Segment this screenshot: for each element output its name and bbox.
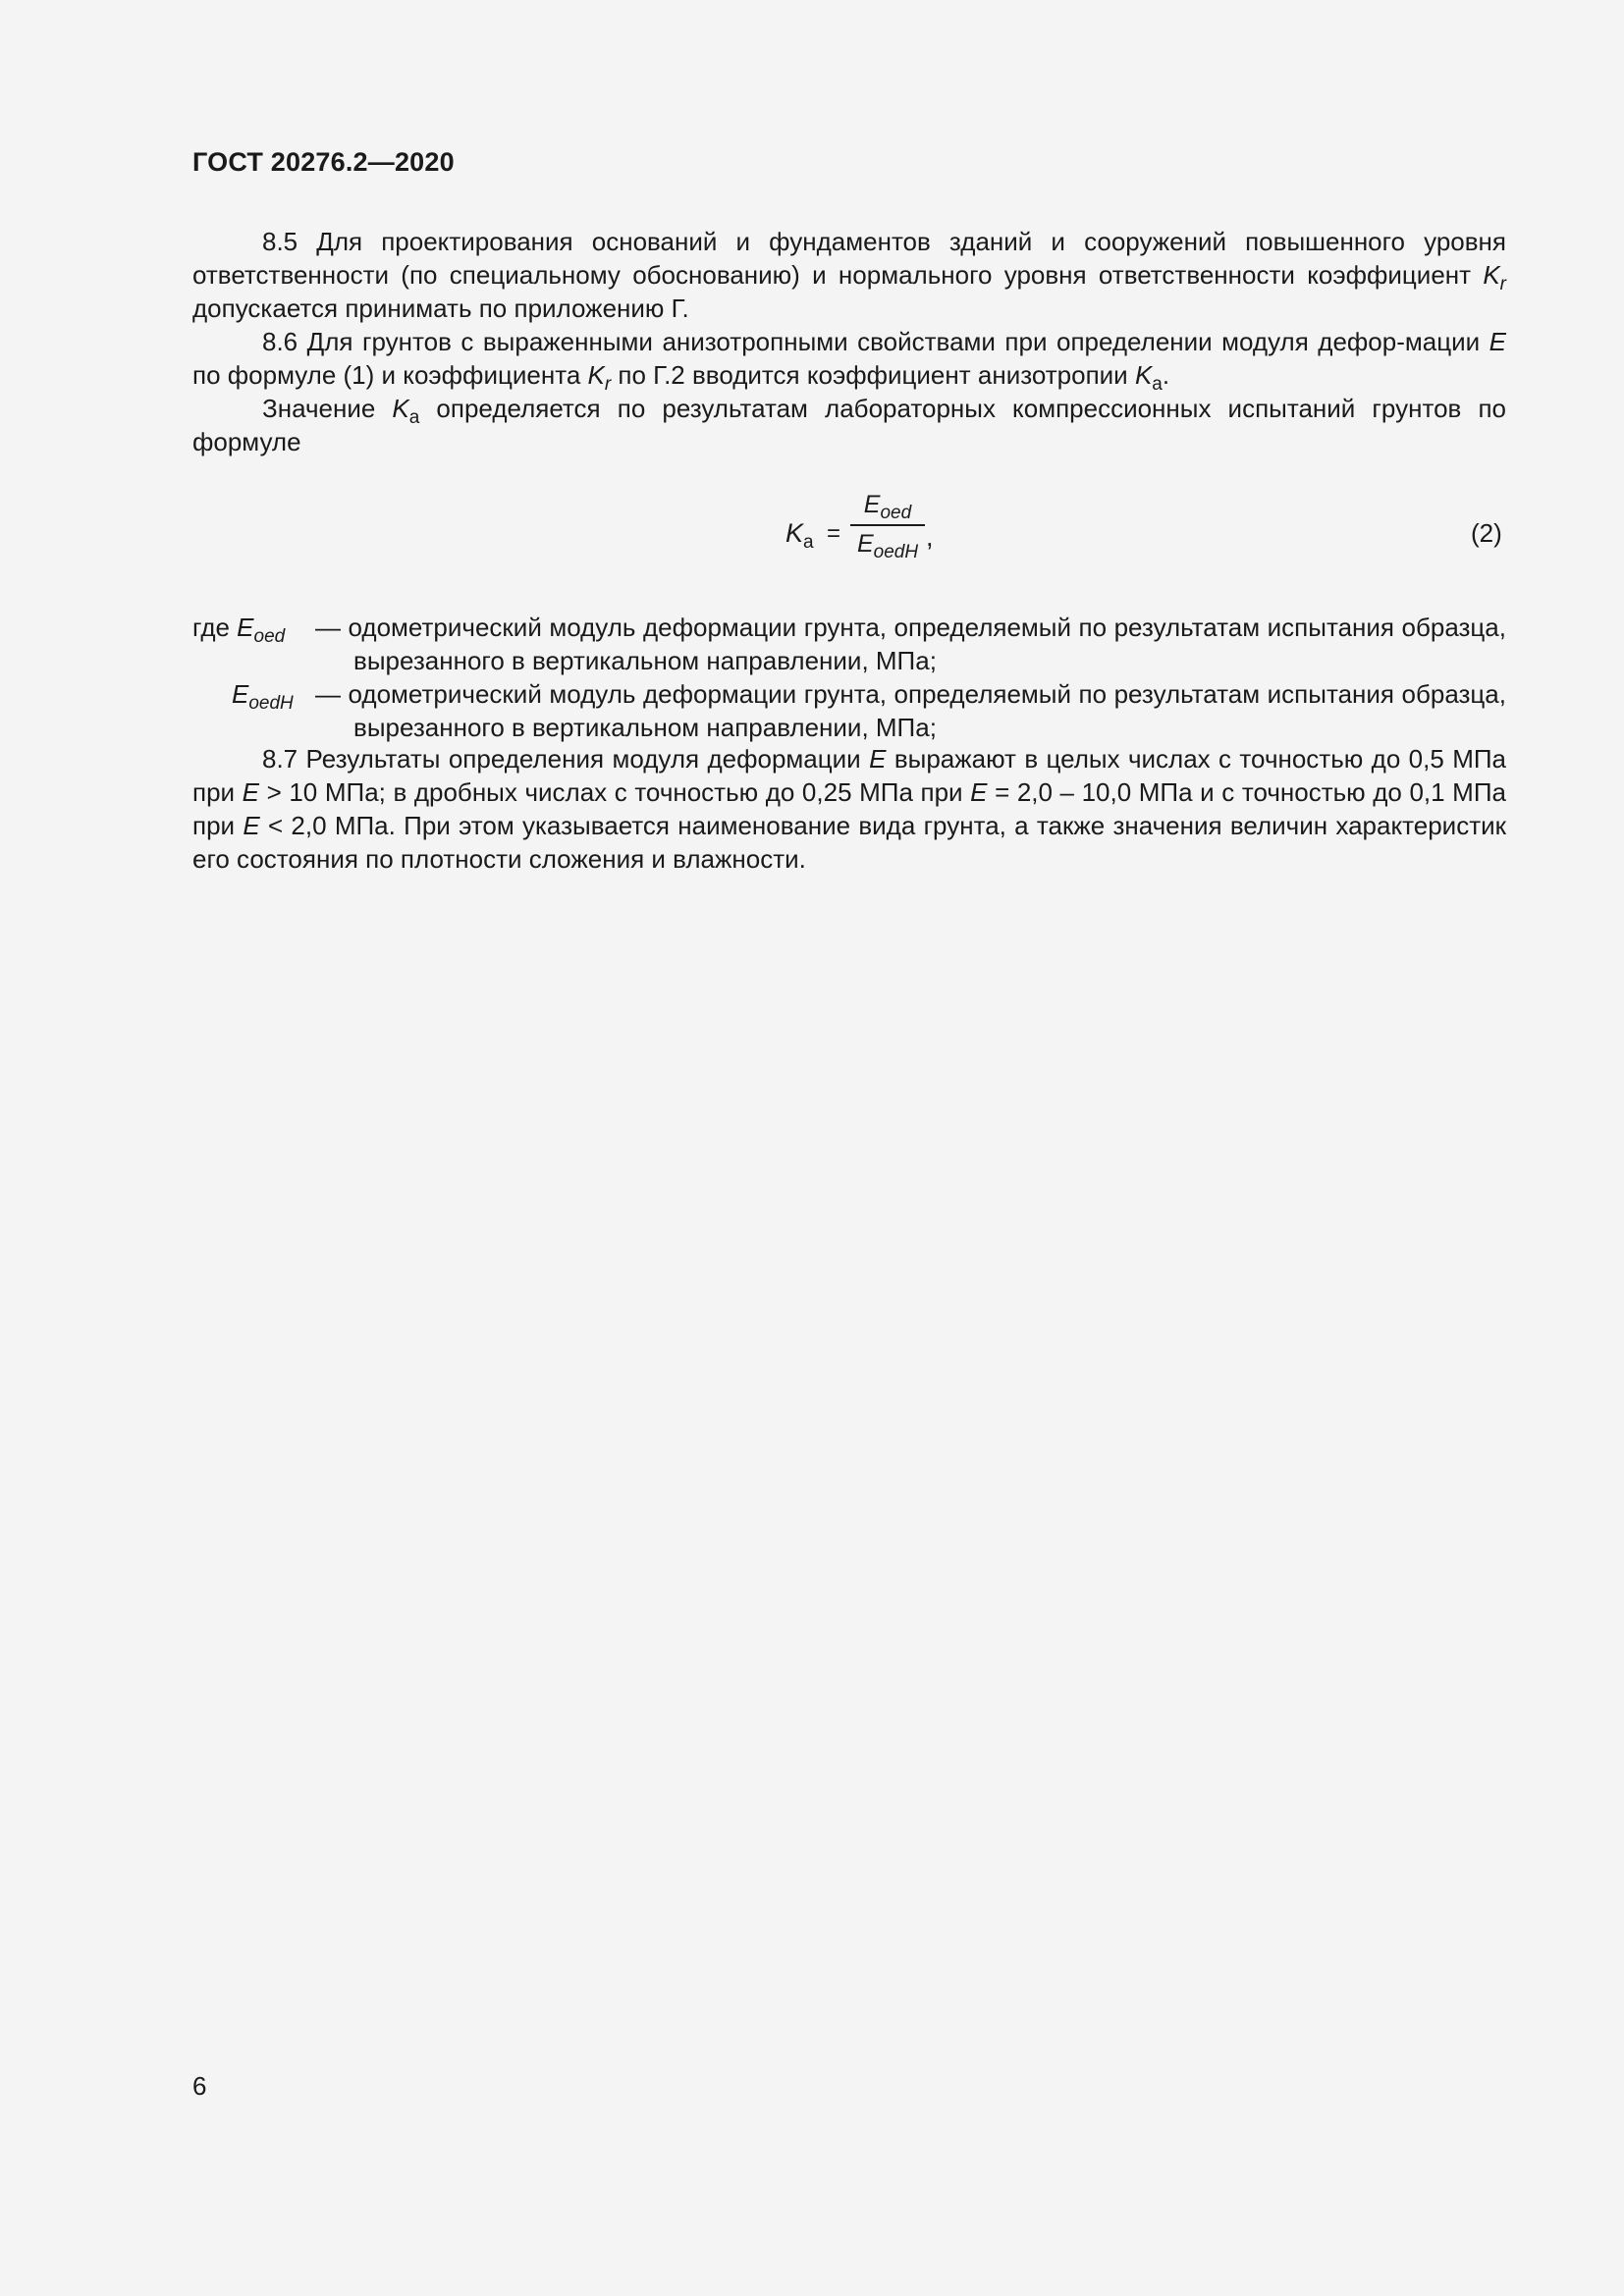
paragraph-8-6 <box>192 325 1506 395</box>
document-header: ГОСТ 20276.2—2020 <box>192 147 455 177</box>
paragraph-text: 8.6 Для грунтов с выраженными анизотропными свойствами при определении модуля дефор-мации <box>262 327 1489 356</box>
definition-prefix: где <box>192 613 238 642</box>
paragraph-text: определяется по результатам лабораторных компрессионных испытаний грунтов по формуле <box>192 394 1506 456</box>
variable: E <box>1489 327 1506 356</box>
variable-subscript: oed <box>880 503 912 523</box>
paragraph-text: по Г.2 вводится коэффициент анизотропии <box>611 360 1135 390</box>
paragraph-text: < 2,0 МПа. При этом указывается наименование вида грунта, а также значения величин характеристик его состояния по плотности сложения и влажности. <box>192 811 1506 874</box>
variable-subscript: a <box>1152 374 1163 395</box>
variable: K <box>785 518 804 548</box>
variable-subscript: oedH <box>248 693 294 714</box>
formula-lhs <box>785 518 814 553</box>
variable: K <box>1134 360 1153 390</box>
variable: E <box>242 777 259 807</box>
fraction-bar <box>850 524 925 526</box>
paragraph-text: 8.7 Результаты определения модуля деформации <box>262 744 870 774</box>
variable: K <box>1483 260 1500 290</box>
variable: E <box>243 811 260 840</box>
paragraph-8-5 <box>192 225 1506 325</box>
variable-subscript: oed <box>253 626 286 647</box>
page-number: 6 <box>192 2071 207 2101</box>
formula-fraction <box>850 489 925 560</box>
definition-text: — одометрический модуль деформации грунта, определяемый по результатам испытания образца, вырезанного в вертикальном направлении, МПа; <box>315 679 1506 742</box>
variable-subscript: a <box>803 532 814 553</box>
paragraph-text: = 2,0 – 10,0 МПа и с точностью до 0,1 МПа при <box>192 777 1506 840</box>
definitions-list <box>192 611 1506 744</box>
variable-subscript: r <box>604 374 612 395</box>
section-8-7 <box>192 742 1506 876</box>
variable-subscript: r <box>1499 274 1506 294</box>
definition-item <box>192 611 1506 677</box>
variable: E <box>970 777 988 807</box>
definition-item <box>192 677 1506 744</box>
paragraph-text: допускается принимать по приложению Г. <box>192 294 689 323</box>
section-8-5-8-6 <box>192 225 1506 458</box>
formula-2 <box>0 489 1624 577</box>
variable: E <box>856 530 874 558</box>
variable: K <box>587 360 605 390</box>
equals-sign: = <box>827 520 841 547</box>
paragraph-8-7 <box>192 742 1506 876</box>
variable: E <box>232 679 249 709</box>
variable: E <box>237 613 254 642</box>
paragraph-text: Значение <box>262 394 393 423</box>
variable-subscript: oedH <box>873 542 919 562</box>
paragraph-text: > 10 МПа; в дробных числах с точностью до 0,25 МПа при <box>259 777 971 807</box>
variable: E <box>863 491 881 518</box>
variable: K <box>392 394 409 423</box>
definition-term <box>192 611 286 647</box>
paragraph-text: 8.5 Для проектирования оснований и фундаментов зданий и сооружений повышенного уровня ответственности (по специальному обоснованию) и нормального уровня ответственности коэффициент <box>192 227 1506 290</box>
paragraph-text: . <box>1162 360 1170 390</box>
fraction-denominator <box>850 528 925 560</box>
definition-term <box>232 677 294 714</box>
variable-subscript: a <box>408 407 420 428</box>
fraction-numerator <box>850 489 925 523</box>
variable: E <box>869 744 887 774</box>
formula-comma: , <box>926 522 934 552</box>
definition-text: — одометрический модуль деформации грунта, определяемый по результатам испытания образца, вырезанного в вертикальном направлении, МПа; <box>315 613 1506 675</box>
formula-number: (2) <box>1471 518 1502 548</box>
paragraph-text: по формуле (1) и коэффициента <box>192 360 588 390</box>
paragraph-text: выражают в целых числах с точностью до 0,5 МПа при <box>192 744 1506 807</box>
paragraph-value <box>192 392 1506 458</box>
